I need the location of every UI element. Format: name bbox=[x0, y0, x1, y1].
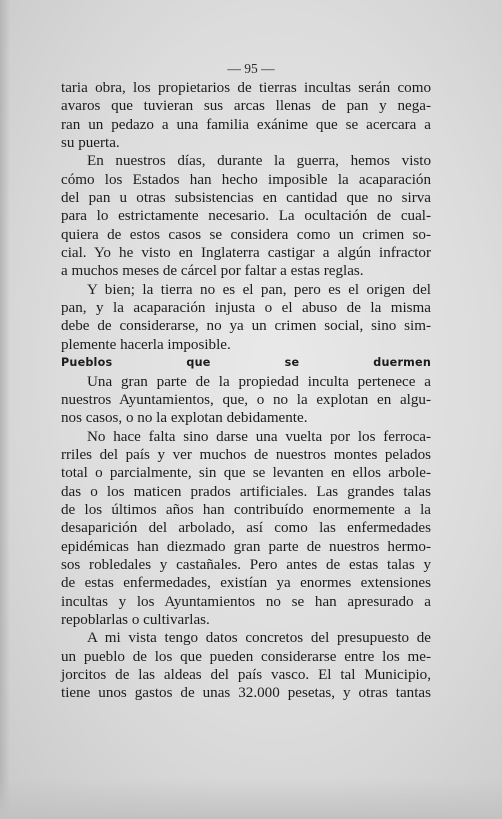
line-text: pan, y la acaparación injusta o el abuso de la misma bbox=[61, 300, 431, 317]
text-line bbox=[61, 391, 431, 409]
text-line bbox=[61, 207, 431, 225]
line-text: En nuestros días, durante la guerra, hemos visto bbox=[87, 153, 431, 170]
line-text: taria obra, los propietarios de tierras incultas serán como bbox=[61, 80, 431, 96]
line-text: repoblarlas o cultivarlas. bbox=[61, 611, 210, 628]
text-line bbox=[61, 97, 431, 115]
line-text: incultas y los Ayuntamientos no se han apresurado a bbox=[61, 593, 431, 610]
text-line bbox=[61, 79, 431, 97]
page-number: — 95 — bbox=[227, 61, 275, 76]
line-text: jorcitos de las aldeas del país vasco. El tal Municipio, bbox=[61, 667, 431, 683]
line-text: de estas enfermedades, existían ya enormes extensiones bbox=[61, 575, 431, 592]
text-line bbox=[61, 373, 431, 391]
line-text: Una gran parte de la propiedad inculta pertenece a bbox=[87, 373, 431, 390]
text-line bbox=[61, 611, 431, 629]
line-text: del pan u otras subsistencias en cantidad que no sirva bbox=[61, 190, 431, 207]
text-line bbox=[61, 556, 431, 574]
text-line bbox=[61, 171, 431, 189]
line-text: das o los maticen prados artificiales. Las grandes talas bbox=[61, 483, 431, 500]
text-line bbox=[61, 226, 431, 244]
line-text: cial. Yo he visto en Inglaterra castigar a algún infractor bbox=[61, 245, 431, 262]
text-line bbox=[61, 336, 431, 354]
text-line bbox=[61, 593, 431, 611]
line-text: nos casos, o no la explotan debidamente. bbox=[61, 410, 308, 427]
text-line bbox=[61, 409, 431, 427]
text-line bbox=[61, 629, 431, 647]
text-line bbox=[61, 684, 431, 702]
line-text: quiera de estos casos se considera como un crimen so- bbox=[61, 226, 431, 243]
line-text: debe de considerarse, no ya un crimen social, sino sim- bbox=[61, 318, 431, 335]
text-line bbox=[61, 648, 431, 666]
line-text: epidémicas han diezmado gran parte de nuestros hermo- bbox=[61, 538, 431, 555]
line-text: a muchos meses de cárcel por faltar a estas reglas. bbox=[61, 263, 364, 280]
text-line bbox=[61, 244, 431, 262]
page-shadow-bottom bbox=[0, 779, 502, 819]
text-line bbox=[61, 152, 431, 170]
line-text: sos robledales y castañales. Pero antes de estas talas y bbox=[61, 556, 431, 573]
text-line bbox=[61, 574, 431, 592]
section-after-heading bbox=[61, 373, 431, 703]
line-text: tiene unos gastos de unas 32.000 pesetas, y otras tantas bbox=[61, 685, 431, 702]
line-text: su puerta. bbox=[61, 135, 120, 152]
line-text: total o parcialmente, sin que se levanten en ellos arbole- bbox=[61, 465, 431, 482]
line-text: nuestros Ayuntamientos, que, o no la explotan en algu- bbox=[61, 391, 431, 408]
line-text: cómo los Estados han hecho imposible la acaparación bbox=[61, 171, 431, 188]
line-text: de los últimos años han contribuído enormemente a la bbox=[61, 501, 431, 518]
section-before-heading bbox=[61, 79, 431, 354]
text-line bbox=[61, 464, 431, 482]
text-line bbox=[61, 428, 431, 446]
text-line bbox=[61, 483, 431, 501]
line-text: ran un pedazo a una familia exánime que se acercara a bbox=[61, 116, 431, 133]
line-text: A mi vista tengo datos concretos del presupuesto de bbox=[87, 630, 431, 647]
body-text bbox=[61, 79, 431, 703]
text-line bbox=[61, 538, 431, 556]
line-text: Y bien; la tierra no es el pan, pero es el origen del bbox=[87, 281, 431, 298]
line-text: un pueblo de los que pueden considerarse entre los me- bbox=[61, 648, 431, 665]
text-line bbox=[61, 134, 431, 152]
text-line bbox=[61, 299, 431, 317]
text-line bbox=[61, 189, 431, 207]
text-line bbox=[61, 446, 431, 464]
section-heading: Pueblos que se duermen bbox=[61, 356, 431, 370]
text-line bbox=[61, 317, 431, 335]
text-line bbox=[61, 666, 431, 684]
line-text: avaros que tuvieran sus arcas llenas de pan y nega- bbox=[61, 98, 431, 115]
text-line bbox=[61, 519, 431, 537]
line-text: desaparición del arbolado, así como las enfermedades bbox=[61, 520, 431, 537]
text-line bbox=[61, 262, 431, 280]
text-line bbox=[61, 501, 431, 519]
line-text: No hace falta sino darse una vuelta por los ferroca- bbox=[87, 428, 431, 445]
line-text: plemente hacerla imposible. bbox=[61, 336, 231, 353]
text-line bbox=[61, 281, 431, 299]
line-text: para lo estrictamente necesario. La ocultación de cual- bbox=[61, 208, 431, 225]
line-text: rriles del país y ver muchos de nuestros montes pelados bbox=[61, 446, 431, 463]
page-shadow-left bbox=[0, 0, 10, 819]
text-line bbox=[61, 116, 431, 134]
